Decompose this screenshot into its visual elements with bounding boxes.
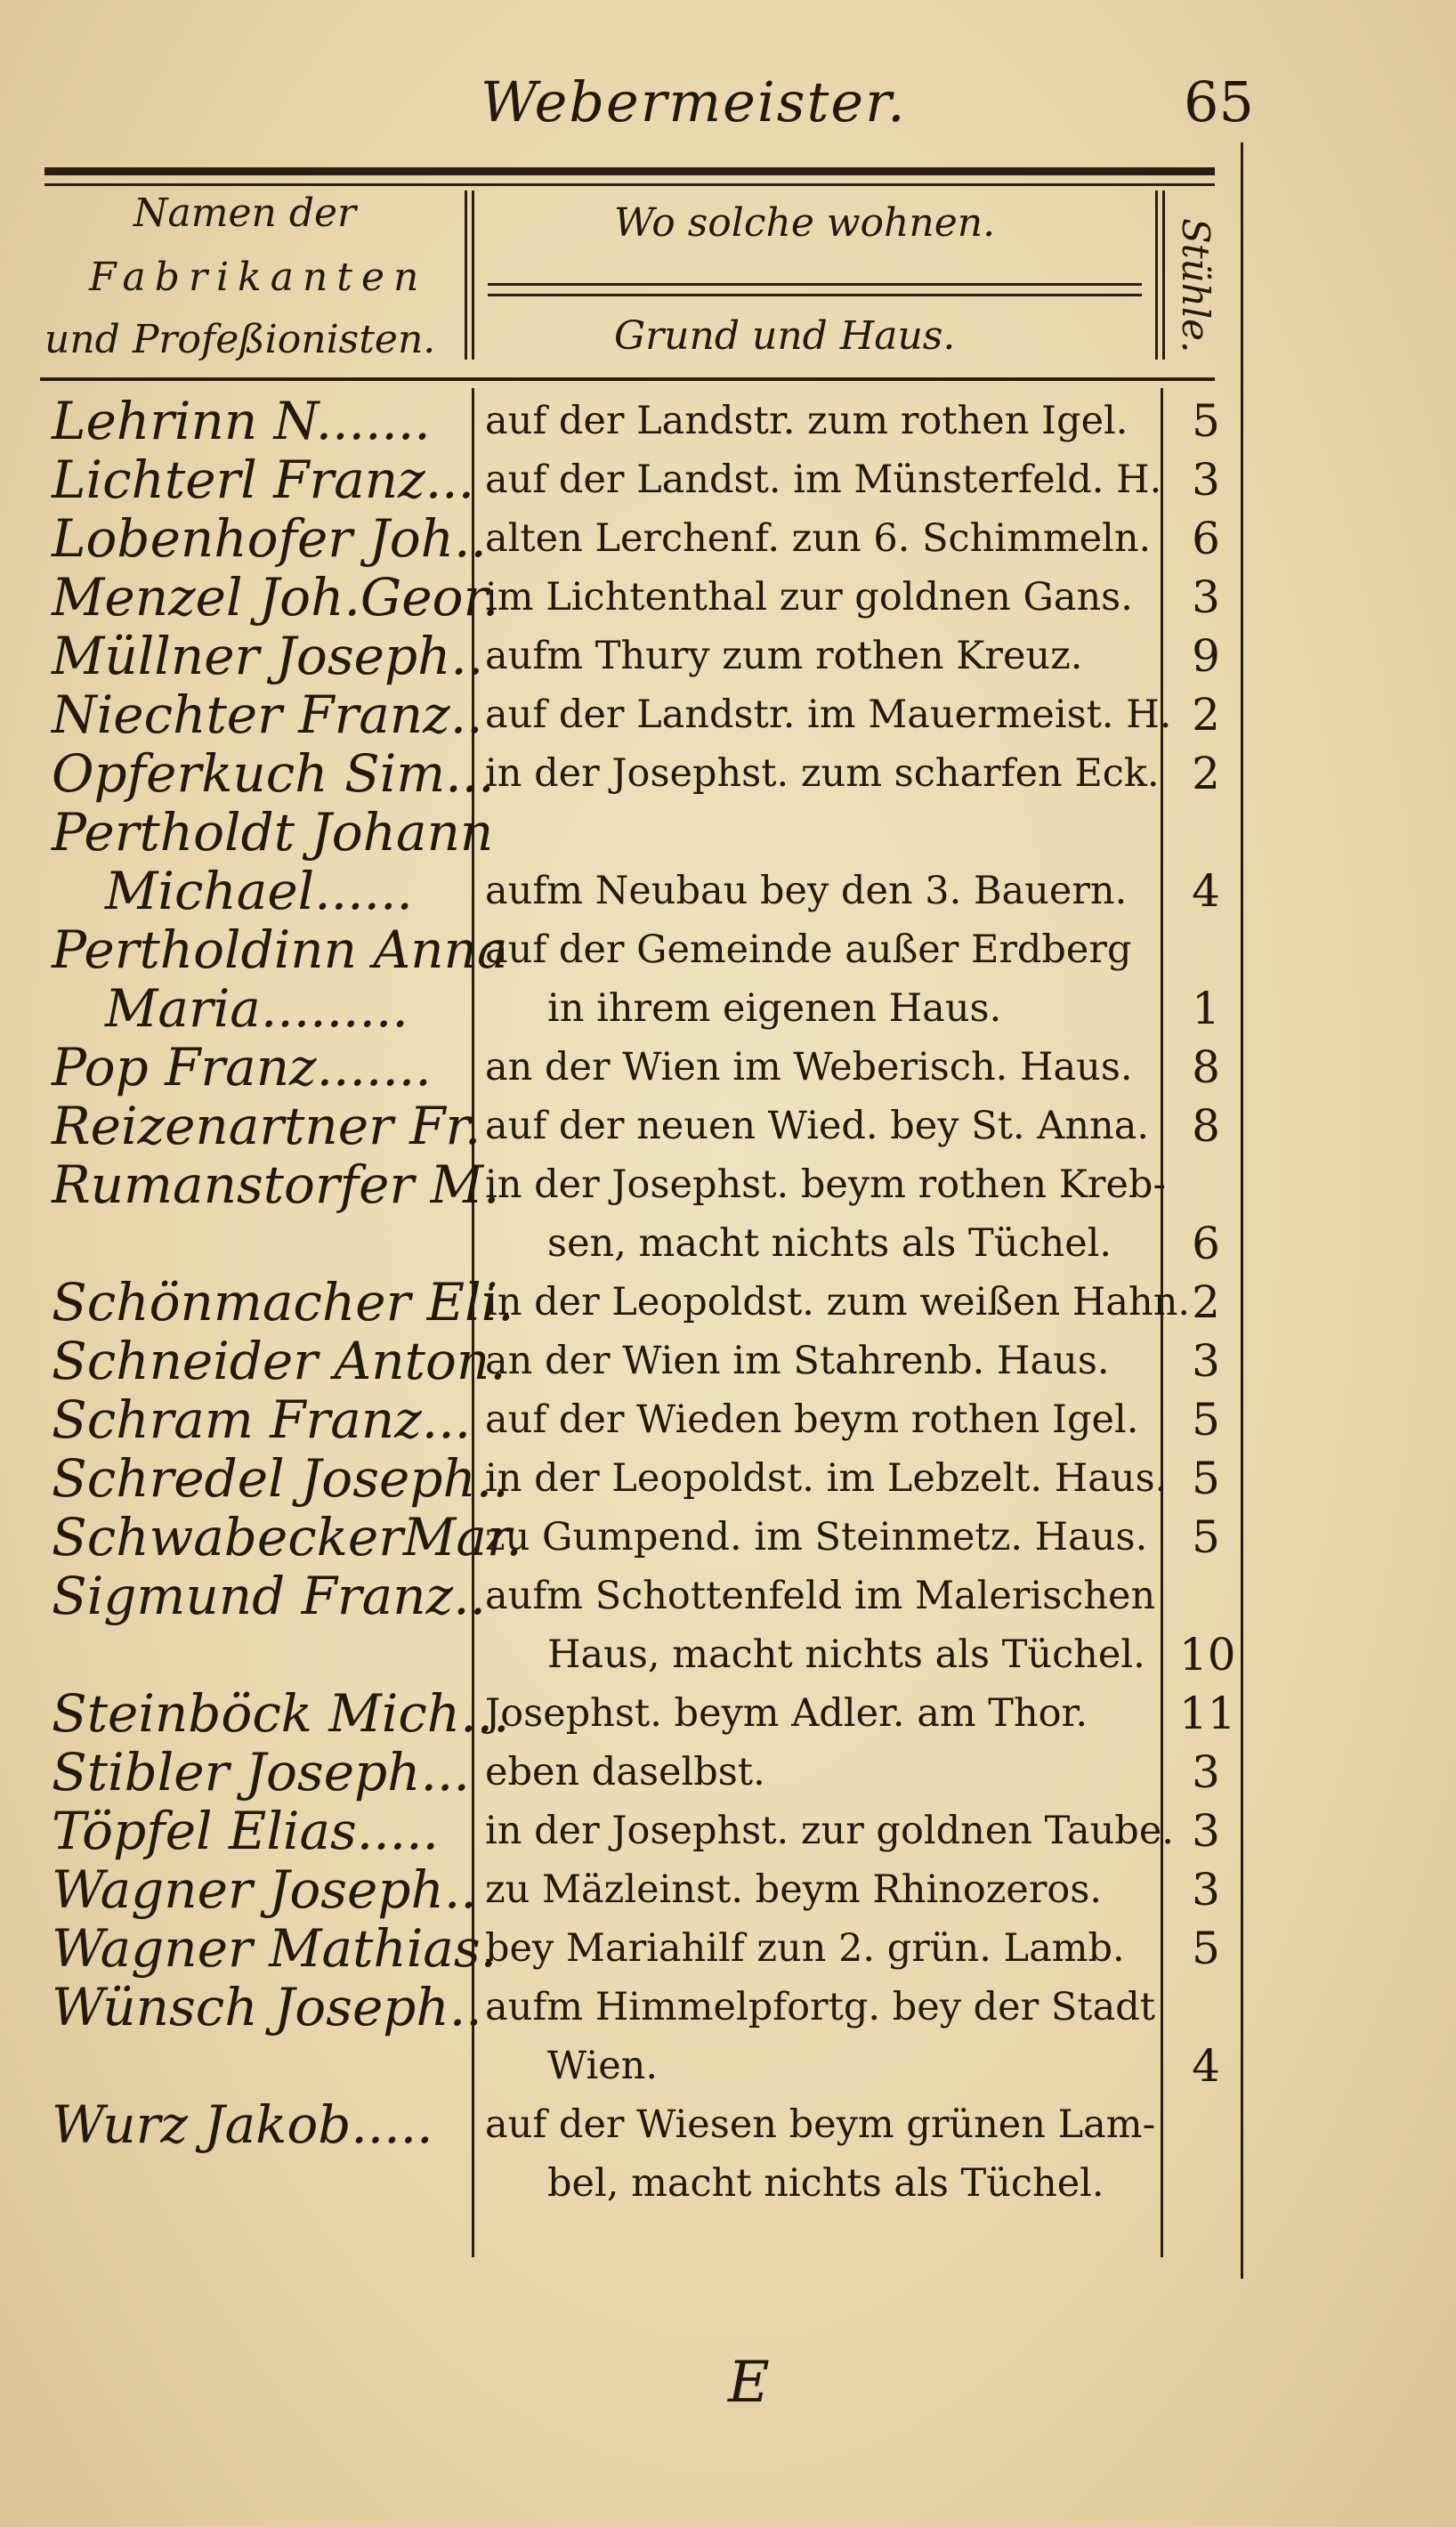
address-cell: in ihrem eigenen Haus. xyxy=(547,986,1002,1031)
table-row xyxy=(0,685,1456,744)
name-cell: SchwabeckerMar. xyxy=(52,1507,522,1567)
looms-count-cell: 3 xyxy=(1192,1864,1220,1915)
name-cell: Steinböck Mich... xyxy=(52,1683,510,1744)
looms-count-cell: 5 xyxy=(1192,395,1220,447)
name-cell: Lichterl Franz... xyxy=(52,450,475,510)
address-cell: an der Wien im Stahrenb. Haus. xyxy=(485,1339,1110,1383)
address-cell: aufm Himmelpfortg. bey der Stadt xyxy=(485,1985,1156,2029)
table-row xyxy=(0,744,1456,803)
name-cell: Pertholdt Johann xyxy=(52,802,494,863)
header-name-line-2: Fabrikanten xyxy=(89,255,428,300)
header-col-rule-1 xyxy=(465,190,467,360)
name-cell: Pop Franz....... xyxy=(52,1037,432,1097)
table-row xyxy=(0,2154,1456,2213)
name-cell: Müllner Joseph.. xyxy=(52,626,484,686)
address-cell: in der Josephst. zur goldnen Taube. xyxy=(485,1809,1174,1853)
address-cell: eben daselbst. xyxy=(485,1750,765,1794)
table-row xyxy=(0,1684,1456,1743)
address-cell: in der Leopoldst. im Lebzelt. Haus. xyxy=(485,1456,1168,1501)
name-cell: Maria......... xyxy=(105,978,408,1039)
table-row xyxy=(0,1978,1456,2037)
address-cell: auf der Landstr. zum rothen Igel. xyxy=(485,399,1128,443)
signature-mark: E xyxy=(728,2350,770,2416)
name-cell: Reizenartner Fr. xyxy=(52,1096,481,1156)
name-cell: Schredel Joseph.. xyxy=(52,1448,509,1509)
header-address-top: Wo solche wohnen. xyxy=(614,200,996,246)
address-cell: bel, macht nichts als Tüchel. xyxy=(547,2161,1104,2206)
address-cell: auf der Wieden beym rothen Igel. xyxy=(485,1397,1139,1442)
address-cell: aufm Thury zum rothen Kreuz. xyxy=(485,634,1083,678)
table-row xyxy=(0,568,1456,627)
table-row xyxy=(0,1449,1456,1508)
name-cell: Lobenhofer Joh.. xyxy=(52,508,487,569)
name-cell: Rumanstorfer M. xyxy=(52,1154,500,1215)
table-row xyxy=(0,862,1456,920)
address-cell: Wien. xyxy=(547,2044,659,2088)
running-head-title: Webermeister. xyxy=(481,69,907,134)
name-cell: Opferkuch Sim... xyxy=(52,743,495,804)
table-row xyxy=(0,1802,1456,1860)
looms-count-cell: 4 xyxy=(1192,865,1220,917)
address-cell: an der Wien im Weberisch. Haus. xyxy=(485,1045,1133,1089)
name-cell: Stibler Joseph... xyxy=(52,1742,470,1802)
name-cell: Schönmacher Eli. xyxy=(52,1272,514,1332)
header-name-line-1: Namen der xyxy=(133,190,357,236)
table-row xyxy=(0,1332,1456,1390)
name-cell: Wagner Mathias. xyxy=(52,1918,497,1979)
looms-count-cell: 6 xyxy=(1192,1218,1220,1269)
table-row xyxy=(0,2037,1456,2095)
table-row xyxy=(0,627,1456,685)
looms-count-cell: 5 xyxy=(1192,1394,1220,1446)
looms-count-cell: 4 xyxy=(1192,2040,1220,2092)
table-row xyxy=(0,1860,1456,1919)
address-cell: im Lichtenthal zur goldnen Gans. xyxy=(485,575,1133,620)
header-address-rule-1 xyxy=(488,283,1142,286)
address-cell: zu Gumpend. im Steinmetz. Haus. xyxy=(485,1515,1148,1559)
name-cell: Menzel Joh.Geor. xyxy=(52,567,499,628)
table-row xyxy=(0,920,1456,979)
address-cell: sen, macht nichts als Tüchel. xyxy=(547,1221,1112,1266)
address-cell: auf der neuen Wied. bey St. Anna. xyxy=(485,1104,1150,1148)
name-cell: Niechter Franz.. xyxy=(52,684,483,745)
running-head xyxy=(0,69,1456,141)
name-cell: Schneider Anton. xyxy=(52,1331,506,1391)
address-cell: Haus, macht nichts als Tüchel. xyxy=(547,1632,1145,1677)
table-row xyxy=(0,2095,1456,2154)
table-row xyxy=(0,509,1456,568)
name-cell: Wagner Joseph.. xyxy=(52,1859,477,1920)
looms-count-cell: 8 xyxy=(1192,1100,1220,1152)
address-cell: in der Josephst. zum scharfen Eck. xyxy=(485,751,1160,796)
table-row xyxy=(0,1743,1456,1802)
looms-count-cell: 5 xyxy=(1192,1453,1220,1504)
table-row xyxy=(0,1097,1456,1155)
table-row xyxy=(0,979,1456,1038)
table-row xyxy=(0,1155,1456,1214)
looms-count-cell: 2 xyxy=(1192,748,1220,799)
looms-count-cell: 2 xyxy=(1192,689,1220,741)
address-cell: Josephst. beym Adler. am Thor. xyxy=(485,1691,1088,1736)
table-row xyxy=(0,450,1456,509)
looms-count-cell: 9 xyxy=(1192,630,1220,682)
table-row xyxy=(0,392,1456,450)
header-col-rule-2 xyxy=(472,190,474,360)
address-cell: in der Josephst. beym rothen Kreb- xyxy=(485,1162,1166,1207)
looms-count-cell: 3 xyxy=(1192,1746,1220,1798)
header-count: Stühle. xyxy=(1174,218,1217,353)
address-cell: in der Leopoldst. zum weißen Hahn. xyxy=(485,1280,1191,1324)
looms-count-cell: 2 xyxy=(1192,1276,1220,1328)
name-cell: Wünsch Joseph.. xyxy=(52,1977,482,2037)
header-col-rule-3 xyxy=(1155,190,1158,360)
looms-count-cell: 10 xyxy=(1179,1629,1236,1681)
table-row xyxy=(0,1625,1456,1684)
name-cell: Töpfel Elias..... xyxy=(52,1801,439,1861)
name-cell: Wurz Jakob..... xyxy=(52,2094,433,2155)
name-cell: Lehrinn N....... xyxy=(52,391,431,451)
looms-count-cell: 5 xyxy=(1192,1923,1220,1974)
looms-count-cell: 3 xyxy=(1192,1805,1220,1857)
address-cell: auf der Landst. im Münsterfeld. H. xyxy=(485,458,1162,502)
looms-count-cell: 5 xyxy=(1192,1511,1220,1563)
looms-count-cell: 6 xyxy=(1192,513,1220,564)
looms-count-cell: 11 xyxy=(1179,1688,1236,1739)
address-cell: aufm Neubau bey den 3. Bauern. xyxy=(485,869,1128,913)
table-row xyxy=(0,1567,1456,1625)
name-cell: Sigmund Franz.. xyxy=(52,1566,487,1626)
looms-count-cell: 3 xyxy=(1192,571,1220,623)
looms-count-cell: 1 xyxy=(1192,983,1220,1034)
address-cell: aufm Schottenfeld im Malerischen xyxy=(485,1574,1156,1618)
top-rule-thick xyxy=(44,167,1215,175)
name-cell: Schram Franz... xyxy=(52,1389,472,1450)
name-cell: Michael...... xyxy=(105,861,413,921)
table-row xyxy=(0,1508,1456,1567)
header-address-rule-2 xyxy=(488,294,1142,296)
table-row xyxy=(0,1214,1456,1273)
address-cell: bey Mariahilf zun 2. grün. Lamb. xyxy=(485,1926,1125,1971)
header-address-bottom: Grund und Haus. xyxy=(614,313,956,359)
table-row xyxy=(0,1038,1456,1097)
table-row xyxy=(0,803,1456,862)
header-col-rule-4 xyxy=(1162,190,1165,360)
address-cell: alten Lerchenf. zun 6. Schimmeln. xyxy=(485,516,1152,561)
header-bottom-rule xyxy=(40,377,1215,381)
address-cell: auf der Wiesen beym grünen Lam- xyxy=(485,2102,1156,2147)
table-row xyxy=(0,1273,1456,1332)
address-cell: zu Mäzleinst. beym Rhinozeros. xyxy=(485,1867,1103,1912)
looms-count-cell: 3 xyxy=(1192,454,1220,506)
address-cell: auf der Landstr. im Mauermeist. H. xyxy=(485,692,1172,737)
looms-count-cell: 8 xyxy=(1192,1041,1220,1093)
page-number: 65 xyxy=(1184,69,1254,134)
table-row xyxy=(0,1919,1456,1978)
header-name-line-3: und Profeßionisten. xyxy=(44,317,436,362)
top-rule-thin xyxy=(44,183,1215,186)
name-cell: Pertholdinn Anna xyxy=(52,919,508,980)
table-row xyxy=(0,1390,1456,1449)
address-cell: auf der Gemeinde außer Erdberg xyxy=(485,927,1132,972)
looms-count-cell: 3 xyxy=(1192,1335,1220,1387)
